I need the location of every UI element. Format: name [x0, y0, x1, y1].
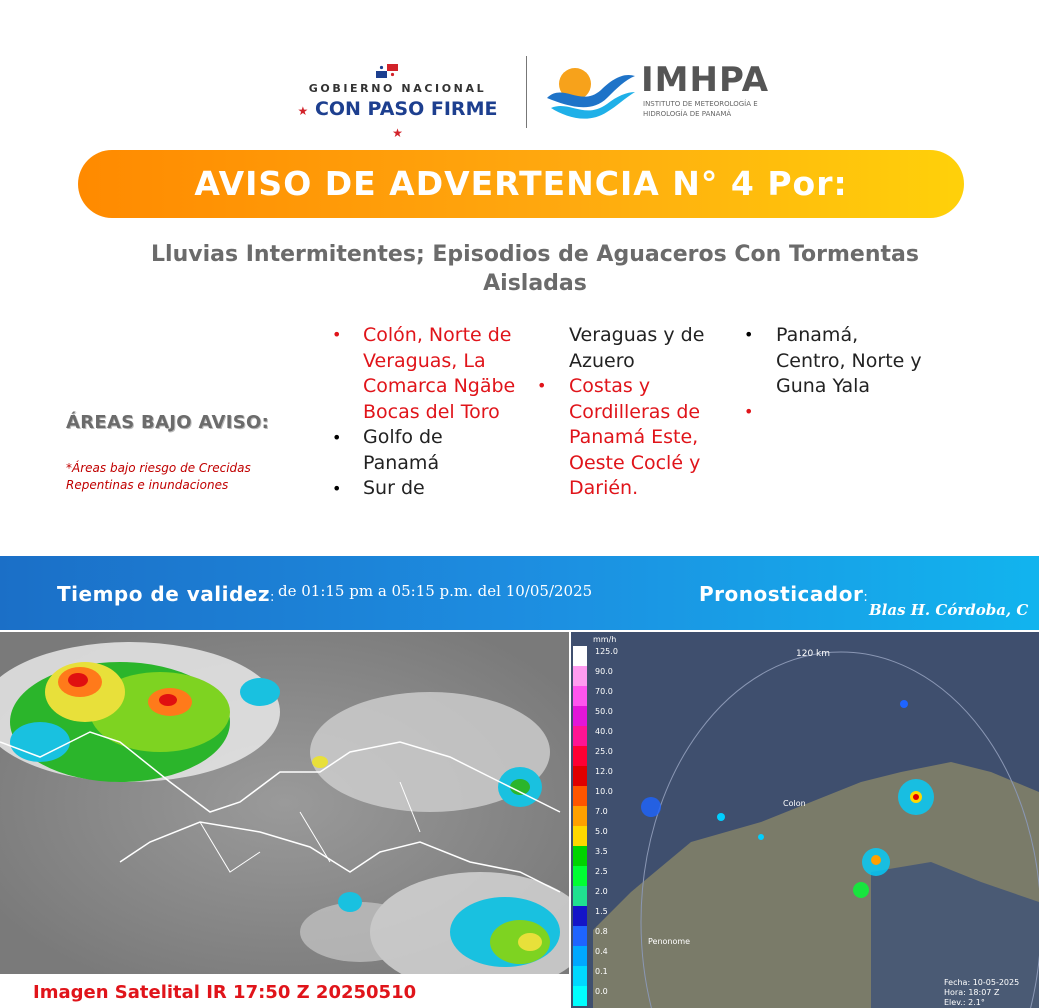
radar-scale-swatch	[573, 666, 587, 686]
org-subtitle: INSTITUTO DE METEOROLOGÍA E HIDROLOGÍA DE PANAMÁ	[643, 100, 758, 118]
radar-scale-swatch	[573, 886, 587, 906]
area-line: Comarca Ngäbe	[363, 375, 516, 397]
validity-label: Tiempo de validez:	[57, 582, 275, 606]
radar-scale-label: 12.0	[595, 767, 613, 776]
area-line: Centro, Norte y	[776, 349, 922, 372]
subtitle-line1: Lluvias Intermitentes; Episodios de Aguaceros Con Tormentas	[151, 242, 919, 267]
bullet-icon: •	[744, 402, 754, 421]
bullet-icon: •	[332, 479, 342, 498]
bullet-icon: •	[537, 376, 547, 395]
radar-scale-swatch	[573, 686, 587, 706]
radar-scale-label: 25.0	[595, 747, 613, 756]
radar-scale-label: 7.0	[595, 807, 608, 816]
warning-subtitle	[90, 240, 980, 298]
area-line: Costas y	[569, 375, 651, 397]
area-line: Panamá,	[776, 324, 859, 346]
area-line: Guna Yala	[776, 375, 871, 397]
warning-title: AVISO DE ADVERTENCIA N° 4 Por:	[194, 164, 848, 203]
radar-scale-swatch	[573, 746, 587, 766]
radar-scale-swatch	[573, 806, 587, 826]
radar-elevation: Elev.: 2.1°	[944, 998, 985, 1007]
bullet-icon: •	[332, 428, 342, 447]
area-line: Oeste Coclé y	[569, 451, 701, 474]
warning-banner	[78, 150, 964, 218]
gov-slogan: CON PASO FIRME	[314, 98, 498, 120]
area-line: Azuero	[569, 349, 635, 372]
radar-scale-swatch	[573, 646, 587, 666]
satellite-caption: Imagen Satelital IR 17:50 Z 20250510	[33, 982, 417, 1003]
areas-label: ÁREAS BAJO AVISO:	[66, 412, 270, 433]
radar-scale-swatch	[573, 766, 587, 786]
star-icon: ★	[392, 126, 403, 140]
org-name: IMHPA	[641, 60, 770, 100]
area-line: Bocas del Toro	[363, 400, 500, 423]
risk-note: *Áreas bajo riesgo de Crecidas Repentinas e inundaciones	[66, 461, 251, 492]
radar-scale-label: 2.5	[595, 867, 608, 876]
areas-column-3	[776, 323, 922, 400]
radar-scale-label: 0.8	[595, 927, 608, 936]
area-line: Veraguas, La	[363, 349, 486, 372]
forecaster-label-text: Pronosticador	[699, 582, 864, 606]
area-line: Panamá	[363, 451, 440, 474]
radar-scale-swatch	[573, 906, 587, 926]
area-line: Veraguas y de	[569, 324, 705, 346]
radar-scale-swatch	[573, 946, 587, 966]
area-line: Golfo de	[363, 426, 443, 448]
radar-scale-label: 0.1	[595, 967, 608, 976]
radar-scale-swatch	[573, 846, 587, 866]
radar-scale-label: 10.0	[595, 787, 613, 796]
forecaster-name: Blas H. Córdoba, C	[869, 601, 1029, 619]
radar-scale-label: 3.5	[595, 847, 608, 856]
radar-scale-label: 2.0	[595, 887, 608, 896]
area-line: Colón, Norte de	[363, 324, 512, 346]
bullet-icon: •	[332, 325, 342, 344]
areas-column-1	[363, 323, 515, 502]
star-icon: ★	[297, 104, 309, 118]
imhpa-logo-icon	[545, 62, 637, 122]
radar-range-label: 120 km	[796, 649, 831, 659]
gov-line1: GOBIERNO NACIONAL	[308, 82, 487, 95]
radar-scale-label: 1.5	[595, 907, 608, 916]
area-line: Sur de	[363, 477, 425, 499]
radar-scale-swatch	[573, 726, 587, 746]
radar-scale-label: 0.4	[595, 947, 608, 956]
radar-city-colon: Colon	[783, 799, 806, 808]
bullet-icon: •	[744, 325, 754, 344]
radar-scale-swatch	[573, 966, 587, 986]
radar-unit: mm/h	[593, 635, 617, 644]
areas-column-2	[569, 323, 704, 502]
radar-time: Hora: 18:07 Z	[944, 988, 1000, 997]
validity-value: de 01:15 pm a 05:15 p.m. del 10/05/2025	[278, 582, 593, 600]
subtitle-line2: Aisladas	[483, 271, 587, 296]
radar-scale-swatch	[573, 826, 587, 846]
radar-scale-swatch	[573, 706, 587, 726]
radar-image	[571, 632, 1039, 1008]
radar-scale-label: 125.0	[595, 647, 618, 656]
area-line: Cordilleras de	[569, 400, 701, 423]
radar-scale-label: 0.0	[595, 987, 608, 996]
forecaster-label: Pronosticador:	[699, 582, 869, 606]
radar-scale-swatch	[573, 786, 587, 806]
radar-city-penonome: Penonome	[648, 937, 691, 946]
radar-scale-label: 40.0	[595, 727, 613, 736]
radar-scale-label: 70.0	[595, 687, 613, 696]
validity-label-text: Tiempo de validez	[57, 582, 271, 606]
area-line: Panamá Este,	[569, 426, 699, 448]
radar-date: Fecha: 10-05-2025	[944, 978, 1020, 987]
radar-scale-swatch	[573, 986, 587, 1006]
radar-scale-label: 5.0	[595, 827, 608, 836]
area-line: Darién.	[569, 477, 639, 499]
satellite-image	[0, 632, 569, 974]
panama-flag-icon	[376, 64, 398, 78]
gov-line2	[290, 98, 505, 142]
radar-scale-swatch	[573, 866, 587, 886]
radar-scale-label: 90.0	[595, 667, 613, 676]
radar-scale-label: 50.0	[595, 707, 613, 716]
radar-scale-swatch	[573, 926, 587, 946]
gobierno-nacional-logo	[290, 62, 505, 140]
header-divider	[526, 56, 527, 128]
